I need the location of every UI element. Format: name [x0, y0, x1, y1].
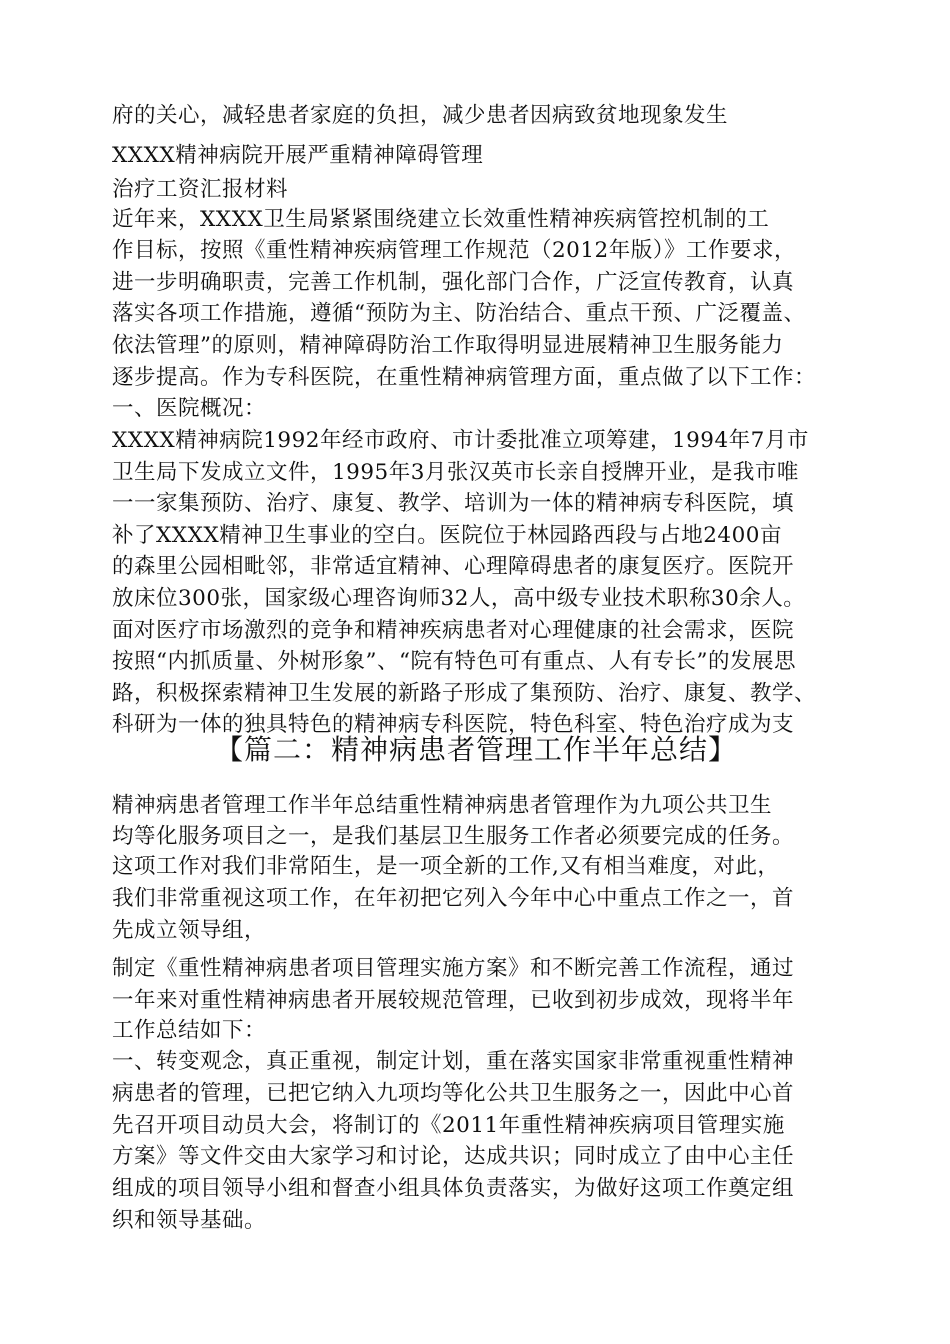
text-line: 精神病患者管理工作半年总结重性精神病患者管理作为九项公共卫生 [112, 793, 773, 818]
text-line: 先召开项目动员大会，将制订的《2011年重性精神疾病项目管理实施 [112, 1113, 785, 1138]
text-line: 治疗工资汇报材料 [112, 177, 289, 202]
text-line: 按照“内抓质量、外树形象”、“院有特色可有重点、人有专长”的发展思 [112, 649, 796, 674]
text-line: 补了XXXX精神卫生事业的空白。医院位于林园路西段与占地2400亩 [112, 523, 782, 548]
text-line: 工作总结如下： [112, 1018, 267, 1043]
text-line: 一、转变观念，真正重视，制定计划，重在落实国家非常重视重性精神 [112, 1049, 795, 1074]
text-line: 方案》等文件交由大家学习和讨论，达成共识；同时成立了由中心主任 [112, 1144, 795, 1169]
text-line: 一年来对重性精神病患者开展较规范管理，已收到初步成效，现将半年 [112, 988, 795, 1013]
text-line: XXXX精神病院1992年经市政府、市计委批准立项筹建，1994年7月市 [112, 428, 809, 453]
text-line: 织和领导基础。 [112, 1208, 267, 1233]
text-line: 近年来，XXXX卫生局紧紧围绕建立长效重性精神疾病管控机制的工 [112, 207, 770, 232]
text-line: 进一步明确职责，完善工作机制，强化部门合作，广泛宣传教育，认真 [112, 270, 795, 295]
text-line: 先成立领导组， [112, 918, 267, 943]
text-line: 面对医疗市场激烈的竞争和精神疾病患者对心理健康的社会需求，医院 [112, 618, 795, 643]
text-line: 制定《重性精神病患者项目管理实施方案》和不断完善工作流程，通过 [112, 956, 795, 981]
text-line: 逐步提高。作为专科医院，在重性精神病管理方面，重点做了以下工作： [112, 365, 817, 390]
text-line: 府的关心，减轻患者家庭的负担，减少患者因病致贫地现象发生 [112, 103, 729, 128]
text-line: 科研为一体的独具特色的精神病专科医院，特色科室、特色治疗成为支 [112, 712, 795, 737]
text-line: 路，积极探索精神卫生发展的新路子形成了集预防、治疗、康复、教学、 [112, 681, 817, 706]
text-line: 依法管理”的原则，精神障碍防治工作取得明显进展精神卫生服务能力 [112, 333, 784, 358]
text-line: 均等化服务项目之一，是我们基层卫生服务工作者必须要完成的任务。 [112, 824, 795, 849]
text-line: 作目标，按照《重性精神疾病管理工作规范（2012年版）》工作要求， [112, 238, 796, 263]
text-line: 组成的项目领导小组和督查小组具体负责落实，为做好这项工作奠定组 [112, 1176, 795, 1201]
text-line: 这项工作对我们非常陌生，是一项全新的工作,又有相当难度，对此， [112, 854, 780, 879]
text-line: 我们非常重视这项工作，在年初把它列入今年中心中重点工作之一，首 [112, 886, 795, 911]
text-line: 病患者的管理，已把它纳入九项均等化公共卫生服务之一，因此中心首 [112, 1081, 795, 1106]
text-line: 一一家集预防、治疗、康复、教学、培训为一体的精神病专科医院，填 [112, 491, 795, 516]
section-heading: 一、医院概况： [112, 396, 267, 421]
text-line: XXXX精神病院开展严重精神障碍管理 [112, 143, 484, 168]
article-title: 【篇二：精神病患者管理工作半年总结】 [215, 733, 738, 766]
text-line: 的森里公园相毗邻，非常适宜精神、心理障碍患者的康复医疗。医院开 [112, 554, 795, 579]
text-line: 放床位300张，国家级心理咨询师32人，高中级专业技术职称30余人。 [112, 586, 806, 611]
text-line: 卫生局下发成立文件，1995年3月张汉英市长亲自授牌开业，是我市唯 [112, 460, 799, 485]
text-line: 落实各项工作措施，遵循“预防为主、防治结合、重点干预、广泛覆盖、 [112, 301, 806, 326]
